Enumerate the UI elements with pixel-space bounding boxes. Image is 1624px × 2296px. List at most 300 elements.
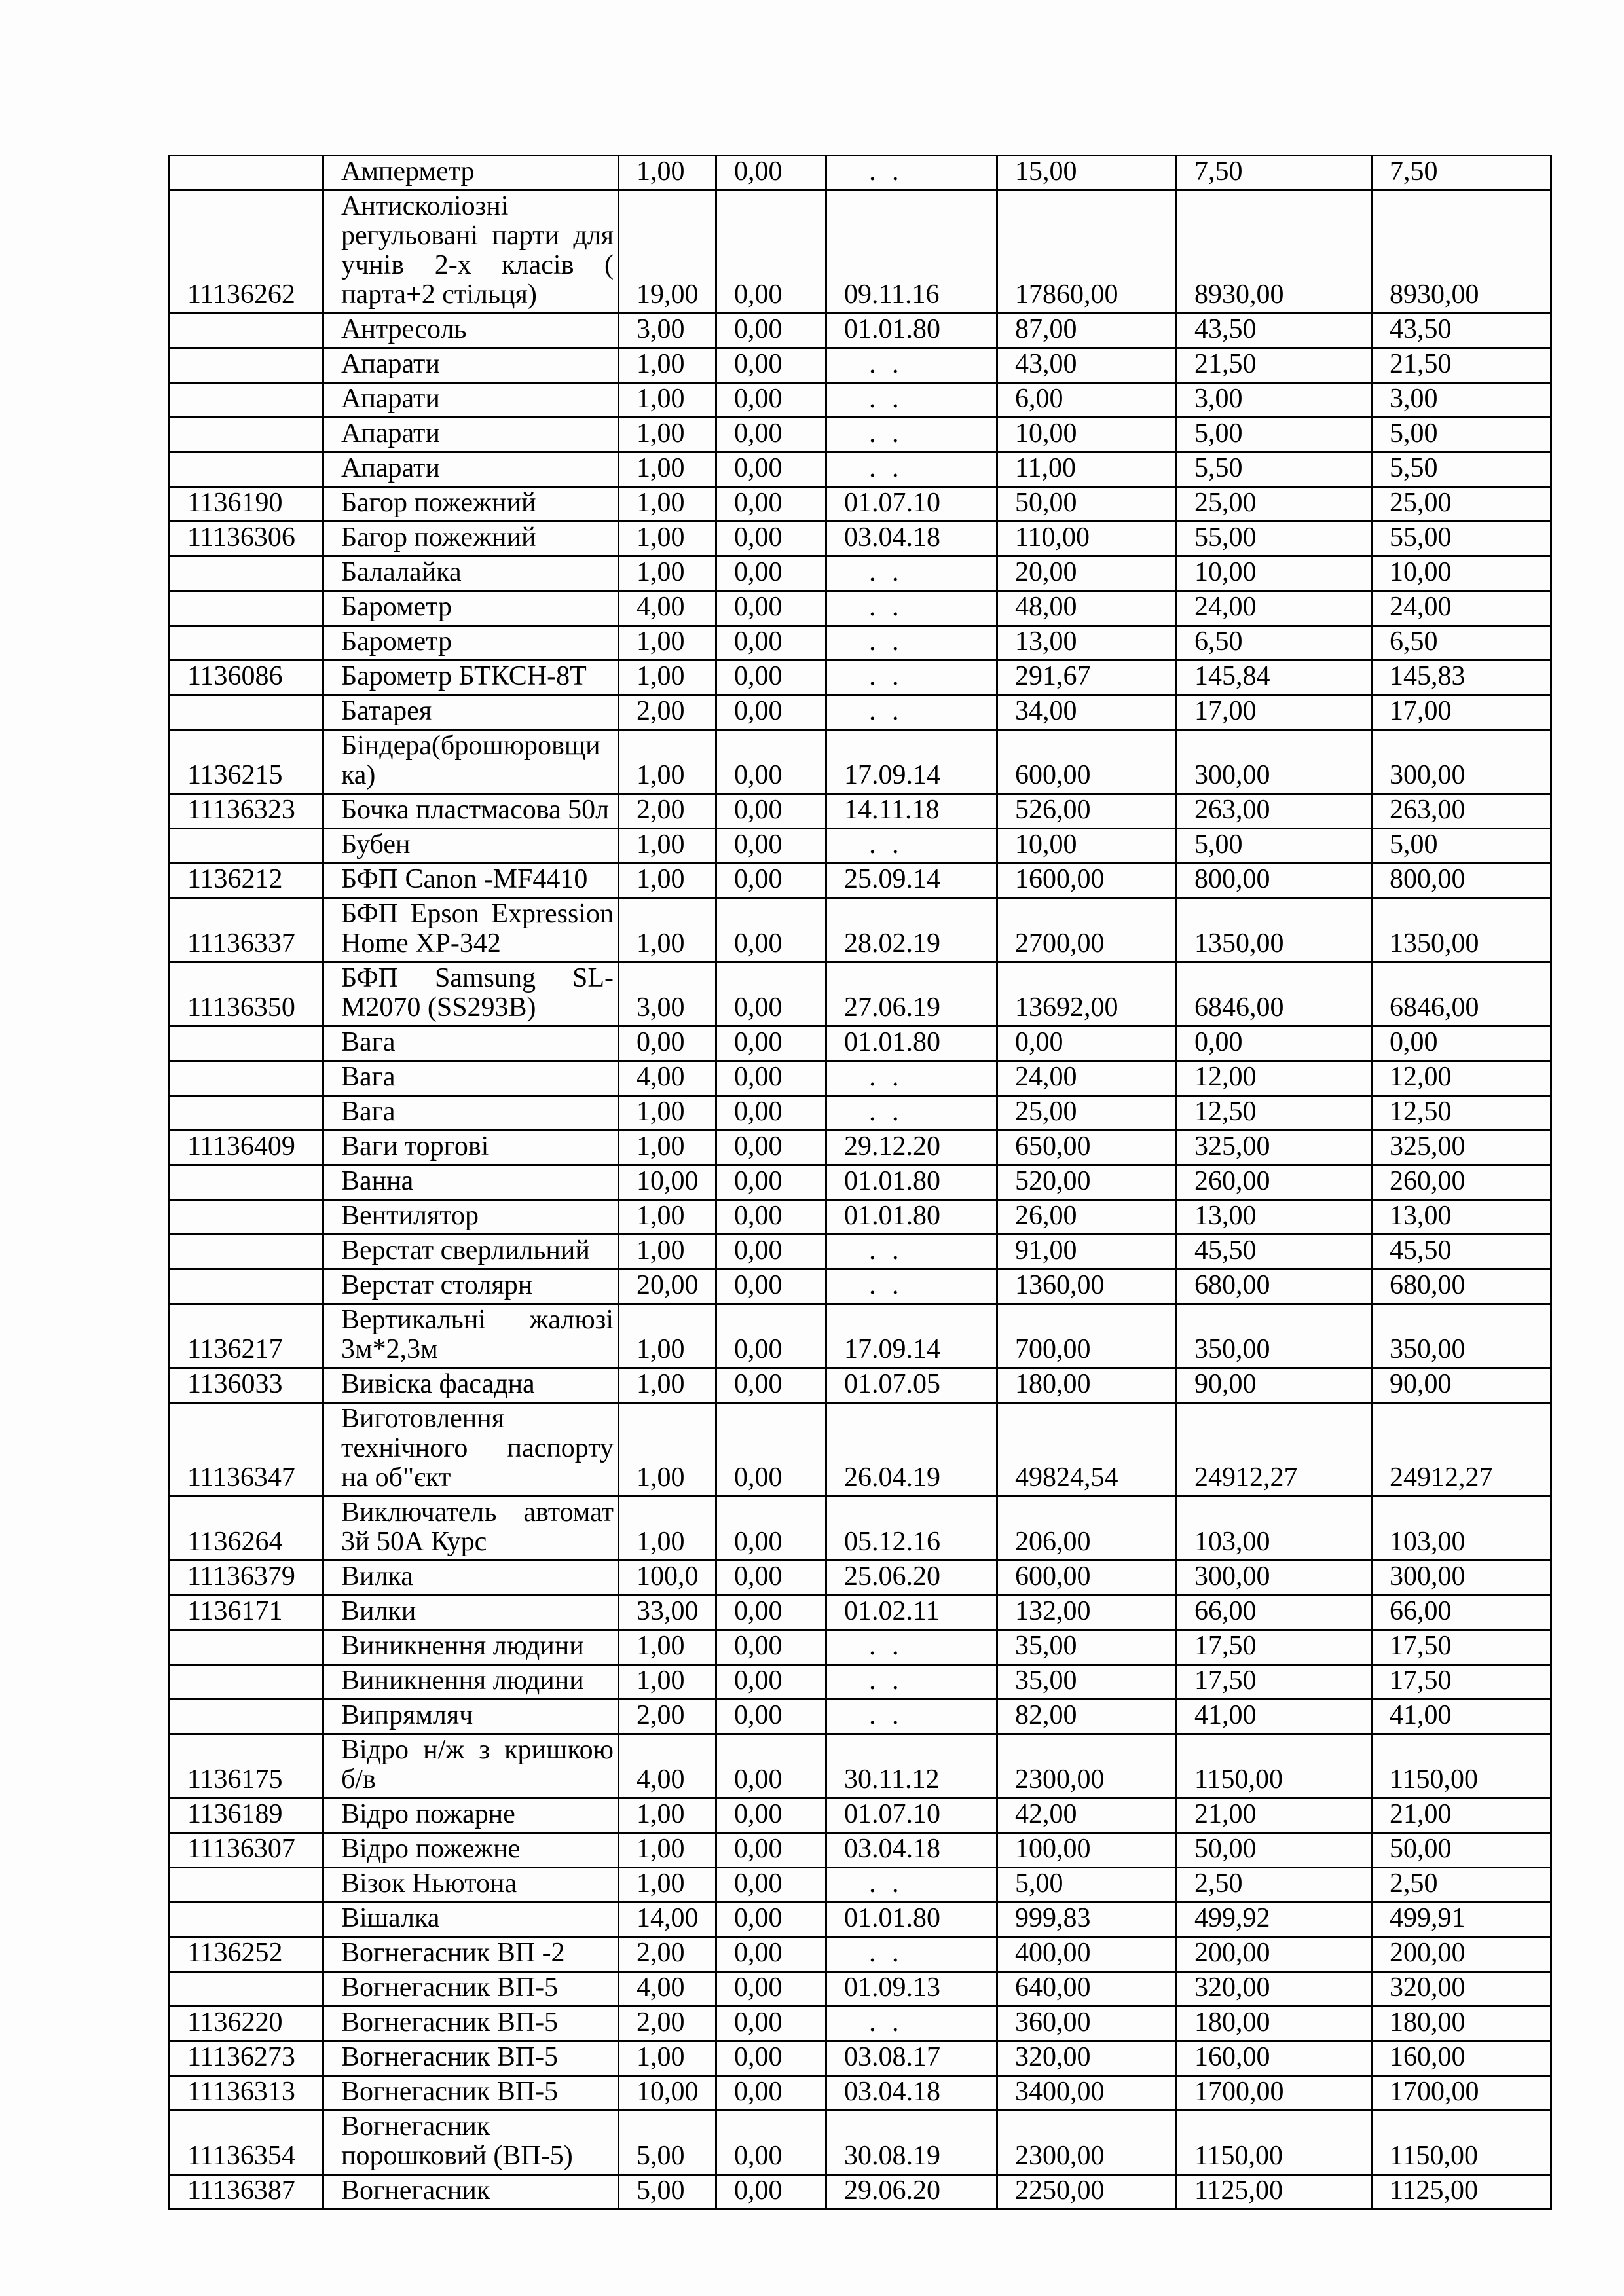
cell-date: . . — [826, 348, 997, 383]
cell-zero-amount: 0,00 — [716, 2175, 826, 2210]
cell-quantity: 1,00 — [619, 1200, 716, 1235]
cell-inventory-number: 11136347 — [170, 1403, 323, 1497]
cell-residual-value: 1125,00 — [1372, 2175, 1551, 2210]
table-row — [170, 1972, 1551, 2007]
cell-item-name: Ваги торгові — [323, 1131, 619, 1165]
cell-residual-value: 45,50 — [1372, 1235, 1551, 1269]
cell-residual-value: 13,00 — [1372, 1200, 1551, 1235]
cell-quantity: 5,00 — [619, 2175, 716, 2210]
cell-residual-value: 1150,00 — [1372, 1734, 1551, 1798]
cell-initial-cost: 100,00 — [997, 1833, 1177, 1868]
cell-item-name: Вогнегасник ВП-5 — [323, 2041, 619, 2076]
cell-depreciation: 17,00 — [1177, 695, 1372, 730]
cell-initial-cost: 640,00 — [997, 1972, 1177, 2007]
cell-date: 30.11.12 — [826, 1734, 997, 1798]
table-row — [170, 1665, 1551, 1700]
cell-item-name: БФП Canon -MF4410 — [323, 864, 619, 898]
cell-depreciation: 45,50 — [1177, 1235, 1372, 1269]
cell-item-name: Батарея — [323, 695, 619, 730]
cell-zero-amount: 0,00 — [716, 2007, 826, 2041]
cell-initial-cost: 91,00 — [997, 1235, 1177, 1269]
cell-item-name: Виникнення людини — [323, 1630, 619, 1665]
cell-initial-cost: 11,00 — [997, 452, 1177, 487]
cell-inventory-number: 1136220 — [170, 2007, 323, 2041]
cell-zero-amount: 0,00 — [716, 661, 826, 695]
table-row — [170, 1061, 1551, 1096]
cell-initial-cost: 600,00 — [997, 1561, 1177, 1595]
table-row — [170, 898, 1551, 962]
cell-initial-cost: 2700,00 — [997, 898, 1177, 962]
cell-residual-value: 55,00 — [1372, 522, 1551, 556]
cell-depreciation: 25,00 — [1177, 487, 1372, 522]
cell-depreciation: 43,50 — [1177, 314, 1372, 348]
cell-depreciation: 325,00 — [1177, 1131, 1372, 1165]
cell-quantity: 1,00 — [619, 1304, 716, 1368]
table-row — [170, 1868, 1551, 1903]
cell-depreciation: 7,50 — [1177, 156, 1372, 191]
cell-initial-cost: 49824,54 — [997, 1403, 1177, 1497]
cell-date: . . — [826, 695, 997, 730]
cell-zero-amount: 0,00 — [716, 1903, 826, 1937]
cell-initial-cost: 700,00 — [997, 1304, 1177, 1368]
cell-depreciation: 300,00 — [1177, 730, 1372, 794]
cell-item-name: Вентилятор — [323, 1200, 619, 1235]
cell-residual-value: 2,50 — [1372, 1868, 1551, 1903]
table-row — [170, 591, 1551, 626]
cell-zero-amount: 0,00 — [716, 556, 826, 591]
cell-item-name: Антисколіозні регульовані парти для учнів 2-х класів ( парта+2 стільця) — [323, 191, 619, 314]
cell-residual-value: 6,50 — [1372, 626, 1551, 661]
cell-depreciation: 800,00 — [1177, 864, 1372, 898]
cell-zero-amount: 0,00 — [716, 522, 826, 556]
table-row — [170, 2111, 1551, 2175]
cell-residual-value: 350,00 — [1372, 1304, 1551, 1368]
cell-zero-amount: 0,00 — [716, 1972, 826, 2007]
cell-date: 25.06.20 — [826, 1561, 997, 1595]
cell-initial-cost: 48,00 — [997, 591, 1177, 626]
cell-item-name: Багор пожежний — [323, 487, 619, 522]
cell-residual-value: 12,50 — [1372, 1096, 1551, 1131]
cell-zero-amount: 0,00 — [716, 1304, 826, 1368]
cell-date: . . — [826, 452, 997, 487]
cell-zero-amount: 0,00 — [716, 695, 826, 730]
cell-item-name: Біндера(брошюровщика) — [323, 730, 619, 794]
table-row — [170, 487, 1551, 522]
cell-depreciation: 180,00 — [1177, 2007, 1372, 2041]
cell-item-name: Верстат сверлильний — [323, 1235, 619, 1269]
cell-initial-cost: 999,83 — [997, 1903, 1177, 1937]
table-row — [170, 730, 1551, 794]
table-row — [170, 1269, 1551, 1304]
cell-date: 03.04.18 — [826, 1833, 997, 1868]
cell-quantity: 33,00 — [619, 1595, 716, 1630]
cell-initial-cost: 25,00 — [997, 1096, 1177, 1131]
cell-date: 17.09.14 — [826, 1304, 997, 1368]
cell-date: 05.12.16 — [826, 1497, 997, 1561]
cell-inventory-number: 11136337 — [170, 898, 323, 962]
cell-initial-cost: 2250,00 — [997, 2175, 1177, 2210]
cell-date: 26.04.19 — [826, 1403, 997, 1497]
table-row — [170, 2007, 1551, 2041]
cell-quantity: 1,00 — [619, 1096, 716, 1131]
cell-quantity: 1,00 — [619, 556, 716, 591]
cell-initial-cost: 43,00 — [997, 348, 1177, 383]
cell-depreciation: 21,50 — [1177, 348, 1372, 383]
cell-quantity: 4,00 — [619, 1972, 716, 2007]
cell-initial-cost: 13,00 — [997, 626, 1177, 661]
cell-item-name: Відро пожежне — [323, 1833, 619, 1868]
cell-zero-amount: 0,00 — [716, 418, 826, 452]
cell-inventory-number: 1136189 — [170, 1798, 323, 1833]
cell-date: 01.07.10 — [826, 1798, 997, 1833]
cell-initial-cost: 10,00 — [997, 829, 1177, 864]
cell-residual-value: 8930,00 — [1372, 191, 1551, 314]
cell-depreciation: 10,00 — [1177, 556, 1372, 591]
cell-item-name: Бочка пластмасова 50л — [323, 794, 619, 829]
cell-depreciation: 2,50 — [1177, 1868, 1372, 1903]
cell-zero-amount: 0,00 — [716, 383, 826, 418]
cell-date: 03.04.18 — [826, 2076, 997, 2111]
cell-inventory-number — [170, 1868, 323, 1903]
cell-item-name: Випрямляч — [323, 1700, 619, 1734]
cell-zero-amount: 0,00 — [716, 1368, 826, 1403]
cell-inventory-number: 11136409 — [170, 1131, 323, 1165]
cell-residual-value: 5,00 — [1372, 418, 1551, 452]
cell-initial-cost: 0,00 — [997, 1027, 1177, 1061]
table-row — [170, 556, 1551, 591]
cell-zero-amount: 0,00 — [716, 452, 826, 487]
cell-residual-value: 325,00 — [1372, 1131, 1551, 1165]
cell-item-name: Виготовлення технічного паспорту на об"єкт — [323, 1403, 619, 1497]
cell-initial-cost: 34,00 — [997, 695, 1177, 730]
cell-inventory-number: 11136313 — [170, 2076, 323, 2111]
cell-item-name: Вага — [323, 1061, 619, 1096]
cell-item-name: Вогнегасник порошковий (ВП-5) — [323, 2111, 619, 2175]
table-row — [170, 522, 1551, 556]
cell-residual-value: 24912,27 — [1372, 1403, 1551, 1497]
cell-item-name: Вогнегасник — [323, 2175, 619, 2210]
cell-depreciation: 24912,27 — [1177, 1403, 1372, 1497]
table-row — [170, 1561, 1551, 1595]
cell-depreciation: 1700,00 — [1177, 2076, 1372, 2111]
cell-date: . . — [826, 626, 997, 661]
cell-inventory-number — [170, 591, 323, 626]
cell-inventory-number: 1136190 — [170, 487, 323, 522]
cell-item-name: БФП Epson Expression Home XP-342 — [323, 898, 619, 962]
cell-item-name: Барометр — [323, 626, 619, 661]
cell-inventory-number — [170, 314, 323, 348]
cell-date: . . — [826, 1700, 997, 1734]
cell-depreciation: 13,00 — [1177, 1200, 1372, 1235]
table-row — [170, 156, 1551, 191]
cell-quantity: 1,00 — [619, 730, 716, 794]
cell-depreciation: 12,00 — [1177, 1061, 1372, 1096]
cell-date: 28.02.19 — [826, 898, 997, 962]
cell-zero-amount: 0,00 — [716, 2041, 826, 2076]
cell-zero-amount: 0,00 — [716, 794, 826, 829]
cell-quantity: 10,00 — [619, 1165, 716, 1200]
cell-inventory-number — [170, 1903, 323, 1937]
cell-quantity: 2,00 — [619, 1937, 716, 1972]
cell-quantity: 1,00 — [619, 1368, 716, 1403]
cell-depreciation: 5,00 — [1177, 829, 1372, 864]
table-row — [170, 1165, 1551, 1200]
cell-item-name: Апарати — [323, 348, 619, 383]
cell-zero-amount: 0,00 — [716, 1269, 826, 1304]
cell-quantity: 1,00 — [619, 2041, 716, 2076]
cell-item-name: Амперметр — [323, 156, 619, 191]
table-row — [170, 383, 1551, 418]
cell-quantity: 1,00 — [619, 452, 716, 487]
table-row — [170, 418, 1551, 452]
cell-residual-value: 6846,00 — [1372, 962, 1551, 1027]
cell-initial-cost: 526,00 — [997, 794, 1177, 829]
cell-item-name: Відро пожарне — [323, 1798, 619, 1833]
cell-quantity: 100,0 — [619, 1561, 716, 1595]
table-row — [170, 661, 1551, 695]
cell-quantity: 4,00 — [619, 1061, 716, 1096]
cell-quantity: 1,00 — [619, 829, 716, 864]
cell-inventory-number — [170, 1200, 323, 1235]
cell-item-name: Антресоль — [323, 314, 619, 348]
cell-residual-value: 41,00 — [1372, 1700, 1551, 1734]
cell-date: . . — [826, 556, 997, 591]
cell-date: 03.08.17 — [826, 2041, 997, 2076]
cell-date: 09.11.16 — [826, 191, 997, 314]
cell-initial-cost: 600,00 — [997, 730, 1177, 794]
table-row — [170, 1304, 1551, 1368]
cell-item-name: Барометр — [323, 591, 619, 626]
cell-quantity: 3,00 — [619, 314, 716, 348]
cell-residual-value: 10,00 — [1372, 556, 1551, 591]
cell-zero-amount: 0,00 — [716, 1027, 826, 1061]
cell-quantity: 4,00 — [619, 591, 716, 626]
table-row — [170, 626, 1551, 661]
cell-quantity: 1,00 — [619, 1665, 716, 1700]
cell-inventory-number — [170, 1630, 323, 1665]
cell-zero-amount: 0,00 — [716, 962, 826, 1027]
cell-item-name: Вага — [323, 1096, 619, 1131]
cell-residual-value: 17,00 — [1372, 695, 1551, 730]
cell-initial-cost: 82,00 — [997, 1700, 1177, 1734]
cell-quantity: 1,00 — [619, 1833, 716, 1868]
cell-depreciation: 1150,00 — [1177, 1734, 1372, 1798]
table-row — [170, 695, 1551, 730]
cell-date: 01.01.80 — [826, 1165, 997, 1200]
cell-zero-amount: 0,00 — [716, 1798, 826, 1833]
table-row — [170, 2175, 1551, 2210]
cell-inventory-number — [170, 1700, 323, 1734]
cell-zero-amount: 0,00 — [716, 1734, 826, 1798]
cell-quantity: 2,00 — [619, 794, 716, 829]
cell-inventory-number: 1136215 — [170, 730, 323, 794]
cell-date: . . — [826, 2007, 997, 2041]
cell-residual-value: 21,50 — [1372, 348, 1551, 383]
cell-zero-amount: 0,00 — [716, 1700, 826, 1734]
cell-date: . . — [826, 661, 997, 695]
table-row — [170, 1798, 1551, 1833]
table-row — [170, 1368, 1551, 1403]
cell-zero-amount: 0,00 — [716, 1235, 826, 1269]
cell-quantity: 1,00 — [619, 156, 716, 191]
cell-item-name: Апарати — [323, 418, 619, 452]
cell-residual-value: 5,00 — [1372, 829, 1551, 864]
cell-item-name: Вага — [323, 1027, 619, 1061]
cell-depreciation: 90,00 — [1177, 1368, 1372, 1403]
cell-depreciation: 41,00 — [1177, 1700, 1372, 1734]
cell-inventory-number: 11136307 — [170, 1833, 323, 1868]
cell-inventory-number — [170, 383, 323, 418]
cell-quantity: 2,00 — [619, 2007, 716, 2041]
cell-zero-amount: 0,00 — [716, 829, 826, 864]
cell-quantity: 4,00 — [619, 1734, 716, 1798]
cell-date: 14.11.18 — [826, 794, 997, 829]
cell-item-name: Балалайка — [323, 556, 619, 591]
cell-quantity: 1,00 — [619, 626, 716, 661]
table-row — [170, 794, 1551, 829]
cell-date: . . — [826, 1630, 997, 1665]
cell-quantity: 19,00 — [619, 191, 716, 314]
cell-initial-cost: 13692,00 — [997, 962, 1177, 1027]
cell-residual-value: 12,00 — [1372, 1061, 1551, 1096]
table-row — [170, 348, 1551, 383]
cell-residual-value: 21,00 — [1372, 1798, 1551, 1833]
cell-item-name: Вогнегасник ВП-5 — [323, 1972, 619, 2007]
table-row — [170, 1096, 1551, 1131]
cell-residual-value: 1350,00 — [1372, 898, 1551, 962]
table-row — [170, 191, 1551, 314]
cell-date: 01.01.80 — [826, 1200, 997, 1235]
cell-inventory-number: 11136354 — [170, 2111, 323, 2175]
cell-date: . . — [826, 156, 997, 191]
cell-inventory-number — [170, 695, 323, 730]
cell-inventory-number — [170, 1165, 323, 1200]
cell-initial-cost: 180,00 — [997, 1368, 1177, 1403]
cell-residual-value: 24,00 — [1372, 591, 1551, 626]
cell-depreciation: 1150,00 — [1177, 2111, 1372, 2175]
cell-depreciation: 145,84 — [1177, 661, 1372, 695]
cell-inventory-number — [170, 1096, 323, 1131]
cell-zero-amount: 0,00 — [716, 1833, 826, 1868]
cell-zero-amount: 0,00 — [716, 1868, 826, 1903]
cell-date: 01.07.10 — [826, 487, 997, 522]
cell-item-name: Вилки — [323, 1595, 619, 1630]
cell-quantity: 2,00 — [619, 695, 716, 730]
cell-initial-cost: 132,00 — [997, 1595, 1177, 1630]
cell-depreciation: 1125,00 — [1177, 2175, 1372, 2210]
cell-date: . . — [826, 591, 997, 626]
cell-quantity: 1,00 — [619, 1131, 716, 1165]
cell-quantity: 1,00 — [619, 383, 716, 418]
table-row — [170, 1403, 1551, 1497]
cell-item-name: Верстат столярн — [323, 1269, 619, 1304]
cell-inventory-number: 1136086 — [170, 661, 323, 695]
cell-date: 30.08.19 — [826, 2111, 997, 2175]
cell-item-name: Багор пожежний — [323, 522, 619, 556]
cell-item-name: Ванна — [323, 1165, 619, 1200]
cell-item-name: Візок Ньютона — [323, 1868, 619, 1903]
cell-quantity: 1,00 — [619, 487, 716, 522]
cell-initial-cost: 24,00 — [997, 1061, 1177, 1096]
cell-date: . . — [826, 418, 997, 452]
cell-zero-amount: 0,00 — [716, 1630, 826, 1665]
cell-date: 17.09.14 — [826, 730, 997, 794]
cell-residual-value: 300,00 — [1372, 1561, 1551, 1595]
cell-depreciation: 21,00 — [1177, 1798, 1372, 1833]
cell-zero-amount: 0,00 — [716, 314, 826, 348]
cell-residual-value: 90,00 — [1372, 1368, 1551, 1403]
cell-zero-amount: 0,00 — [716, 2111, 826, 2175]
cell-inventory-number: 11136323 — [170, 794, 323, 829]
cell-initial-cost: 50,00 — [997, 487, 1177, 522]
cell-inventory-number: 11136387 — [170, 2175, 323, 2210]
cell-initial-cost: 6,00 — [997, 383, 1177, 418]
cell-zero-amount: 0,00 — [716, 864, 826, 898]
cell-date: . . — [826, 1665, 997, 1700]
cell-zero-amount: 0,00 — [716, 1165, 826, 1200]
cell-inventory-number — [170, 156, 323, 191]
table-row — [170, 452, 1551, 487]
cell-quantity: 1,00 — [619, 898, 716, 962]
cell-zero-amount: 0,00 — [716, 1403, 826, 1497]
cell-inventory-number — [170, 829, 323, 864]
cell-initial-cost: 15,00 — [997, 156, 1177, 191]
cell-item-name: Вилка — [323, 1561, 619, 1595]
cell-item-name: Вогнегасник ВП -2 — [323, 1937, 619, 1972]
cell-inventory-number: 1136175 — [170, 1734, 323, 1798]
cell-initial-cost: 520,00 — [997, 1165, 1177, 1200]
table-row — [170, 1027, 1551, 1061]
cell-depreciation: 12,50 — [1177, 1096, 1372, 1131]
cell-inventory-number — [170, 1269, 323, 1304]
cell-item-name: Виключатель автомат 3й 50А Курс — [323, 1497, 619, 1561]
cell-residual-value: 103,00 — [1372, 1497, 1551, 1561]
cell-quantity: 1,00 — [619, 1497, 716, 1561]
cell-initial-cost: 110,00 — [997, 522, 1177, 556]
cell-quantity: 1,00 — [619, 1630, 716, 1665]
cell-residual-value: 260,00 — [1372, 1165, 1551, 1200]
cell-depreciation: 0,00 — [1177, 1027, 1372, 1061]
cell-depreciation: 160,00 — [1177, 2041, 1372, 2076]
cell-residual-value: 43,50 — [1372, 314, 1551, 348]
cell-inventory-number — [170, 556, 323, 591]
cell-depreciation: 1350,00 — [1177, 898, 1372, 962]
cell-item-name: Барометр БТКСН-8Т — [323, 661, 619, 695]
table-row — [170, 829, 1551, 864]
table-row — [170, 1630, 1551, 1665]
cell-zero-amount: 0,00 — [716, 191, 826, 314]
cell-date: 01.01.80 — [826, 314, 997, 348]
cell-initial-cost: 3400,00 — [997, 2076, 1177, 2111]
cell-date: . . — [826, 1061, 997, 1096]
table-row — [170, 864, 1551, 898]
cell-zero-amount: 0,00 — [716, 2076, 826, 2111]
cell-depreciation: 66,00 — [1177, 1595, 1372, 1630]
table-row — [170, 1937, 1551, 1972]
cell-depreciation: 5,00 — [1177, 418, 1372, 452]
cell-depreciation: 263,00 — [1177, 794, 1372, 829]
cell-initial-cost: 17860,00 — [997, 191, 1177, 314]
cell-initial-cost: 35,00 — [997, 1630, 1177, 1665]
cell-inventory-number: 11136262 — [170, 191, 323, 314]
cell-residual-value: 7,50 — [1372, 156, 1551, 191]
cell-inventory-number: 1136217 — [170, 1304, 323, 1368]
cell-initial-cost: 2300,00 — [997, 2111, 1177, 2175]
cell-depreciation: 50,00 — [1177, 1833, 1372, 1868]
cell-initial-cost: 1360,00 — [997, 1269, 1177, 1304]
cell-zero-amount: 0,00 — [716, 1131, 826, 1165]
cell-inventory-number — [170, 626, 323, 661]
